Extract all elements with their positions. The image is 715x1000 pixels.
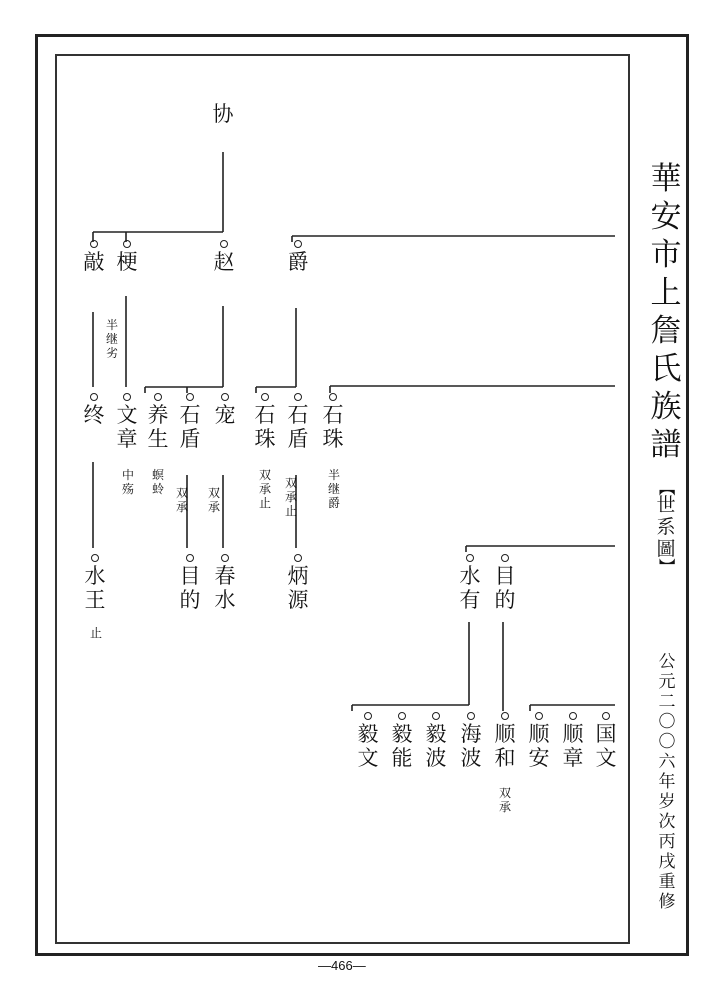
circle-marker [501,712,509,720]
circle-marker [186,554,194,562]
person-name: 顺章 [562,722,584,770]
section-label: 世系圖 [656,494,676,560]
circle-marker [398,712,406,720]
person-name: 目的 [179,564,201,612]
section-title [648,479,684,574]
circle-marker [91,554,99,562]
person-name: 目的 [494,564,516,612]
person-shuiwang [80,554,110,612]
circle-marker [535,712,543,720]
note-zhongshang: 中殇 [121,468,134,496]
person-jue [280,240,316,274]
circle-marker [221,554,229,562]
circle-marker [569,712,577,720]
person-qiao [76,240,112,274]
note-shuangcheng-2: 双承 [207,486,220,514]
circle-marker [123,240,131,248]
note-shuangcheng-3: 双承 [498,786,511,814]
circle-marker [294,554,302,562]
circle-marker [364,712,372,720]
circle-marker [220,240,228,248]
person-name: 水有 [459,564,481,612]
person-zhong [76,393,112,427]
note-shuangchengzhi-2: 双承止 [284,476,297,518]
person-guowen [591,712,621,770]
person-chunshui [210,554,240,612]
circle-marker [123,393,131,401]
person-name: 石盾 [287,403,309,451]
circle-marker [90,393,98,401]
circle-marker [90,240,98,248]
person-geng [109,240,145,274]
section-bracket-left: 【 [657,479,676,496]
person-yibo [421,712,451,770]
person-shuiyou [455,554,485,612]
note-banjijue: 半继爵 [327,468,340,510]
circle-marker [467,712,475,720]
person-shunhe [490,712,520,770]
person-shunan [524,712,554,770]
person-mude-2 [490,554,520,612]
person-name: 协 [212,102,234,126]
person-name: 毅波 [425,722,447,770]
person-shizhu-1 [250,393,280,451]
person-chong [210,393,240,427]
person-name: 水王 [84,564,106,612]
person-shidun-2 [283,393,313,451]
note-shuangchengzhi-1: 双承止 [258,468,271,510]
person-name: 海波 [460,722,482,770]
person-name: 石珠 [322,403,344,451]
person-name: 顺和 [494,722,516,770]
note-minglin: 螟蛉 [151,468,164,496]
person-haibo [456,712,486,770]
person-name: 文章 [116,403,138,451]
person-name: 敲 [83,250,105,274]
circle-marker [261,393,269,401]
person-shidun-1 [175,393,205,451]
circle-marker [501,554,509,562]
person-name: 国文 [595,722,617,770]
note-shuangcheng-1: 双承 [175,486,188,514]
note-banjilie: 半继劣 [105,318,118,360]
circle-marker [186,393,194,401]
person-name: 赵 [213,250,235,274]
circle-marker [466,554,474,562]
person-name: 毅能 [391,722,413,770]
person-name: 石盾 [179,403,201,451]
person-name: 梗 [116,250,138,274]
circle-marker [294,393,302,401]
person-shunzhang [558,712,588,770]
person-name: 毅文 [357,722,379,770]
person-shizhu-2 [318,393,348,451]
page-number: —466— [318,958,366,973]
circle-marker [432,712,440,720]
circle-marker [602,712,610,720]
person-name: 爵 [287,250,309,274]
person-name: 顺安 [528,722,550,770]
person-name: 宠 [214,403,236,427]
person-name: 春水 [214,564,236,612]
circle-marker [154,393,162,401]
book-title: 華安市上詹氏族譜 [650,161,682,463]
person-zhao [206,240,242,274]
person-bingyuan [283,554,313,612]
person-name: 石珠 [254,403,276,451]
person-yangsheng [143,393,173,451]
section-bracket-right: 】 [657,557,676,574]
person-wenzhang [112,393,142,451]
circle-marker [329,393,337,401]
note-zhi: 止 [89,626,102,640]
circle-marker [221,393,229,401]
circle-marker [294,240,302,248]
person-name: 终 [83,403,105,427]
person-name: 炳源 [287,564,309,612]
person-name: 养生 [147,403,169,451]
revision-date: 公元二〇〇六年岁次丙戌重修 [658,652,676,912]
person-mude-1 [175,554,205,612]
person-xie [205,102,241,126]
person-yiwen [353,712,383,770]
person-yineng [387,712,417,770]
